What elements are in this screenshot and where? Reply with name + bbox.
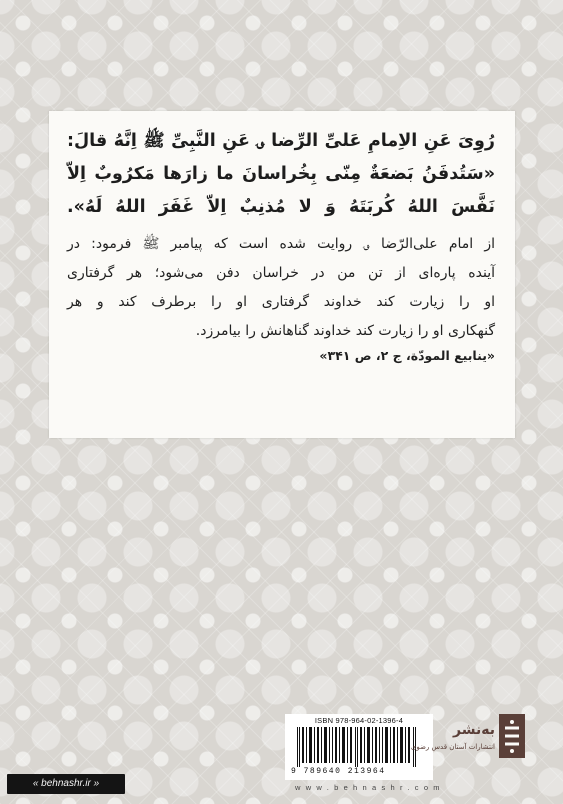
publisher-subtitle: انتشارات آستان قدس رضوی xyxy=(410,743,495,751)
persian-line: آینده پاره‌ای از تن من در خراسان دفن می‌شود؛ هر گرفتاری xyxy=(67,265,495,281)
persian-line: گنهکاری او را زیارت کند خداوند گناهانش را بیامرزد. xyxy=(195,323,495,339)
isbn-text: ISBN 978-964-02-1396-4 xyxy=(314,716,404,725)
arabic-line: رُوِیَ عَنِ الاِمامِ عَلیِّ الرِّضا ؈ عَنِ النَّبِیِّ ﷺ اِنَّهُ قالَ: xyxy=(67,131,495,151)
publisher-logo-icon xyxy=(499,714,525,758)
watermark-label: « behnashr.ir » xyxy=(7,774,125,794)
publisher-logo-block xyxy=(410,714,525,766)
barcode-bars xyxy=(291,727,427,767)
arabic-hadith xyxy=(67,125,495,224)
persian-line: او را زیارت کند خداوند گرفتاری او را برطرف کند و هر xyxy=(67,294,495,310)
persian-line: از امام علی‌الرّضا ؈ روایت شده است که پیامبر ﷺ فرمود: در xyxy=(67,236,495,252)
barcode-number: 9 789640 213964 xyxy=(291,767,386,776)
arabic-line: «سَتُدفَنُ بَضعَةٌ مِنّی بِخُراسانَ ما زارَها مَکرُوبٌ اِلاّ xyxy=(67,164,495,184)
publisher-name: به‌نشر xyxy=(453,722,495,738)
publisher-website: www.behnashr.com xyxy=(295,783,445,792)
hadith-panel xyxy=(49,111,515,438)
source-citation: «ینابیع المودّة، ج ۲، ص ۳۴۱» xyxy=(319,348,495,363)
persian-translation xyxy=(67,230,495,346)
arabic-line: نَفَّسَ اللهُ کُربَتَهُ وَ لا مُذنِبٌ اِلاّ غَفَرَ اللهُ لَهُ». xyxy=(67,197,495,217)
